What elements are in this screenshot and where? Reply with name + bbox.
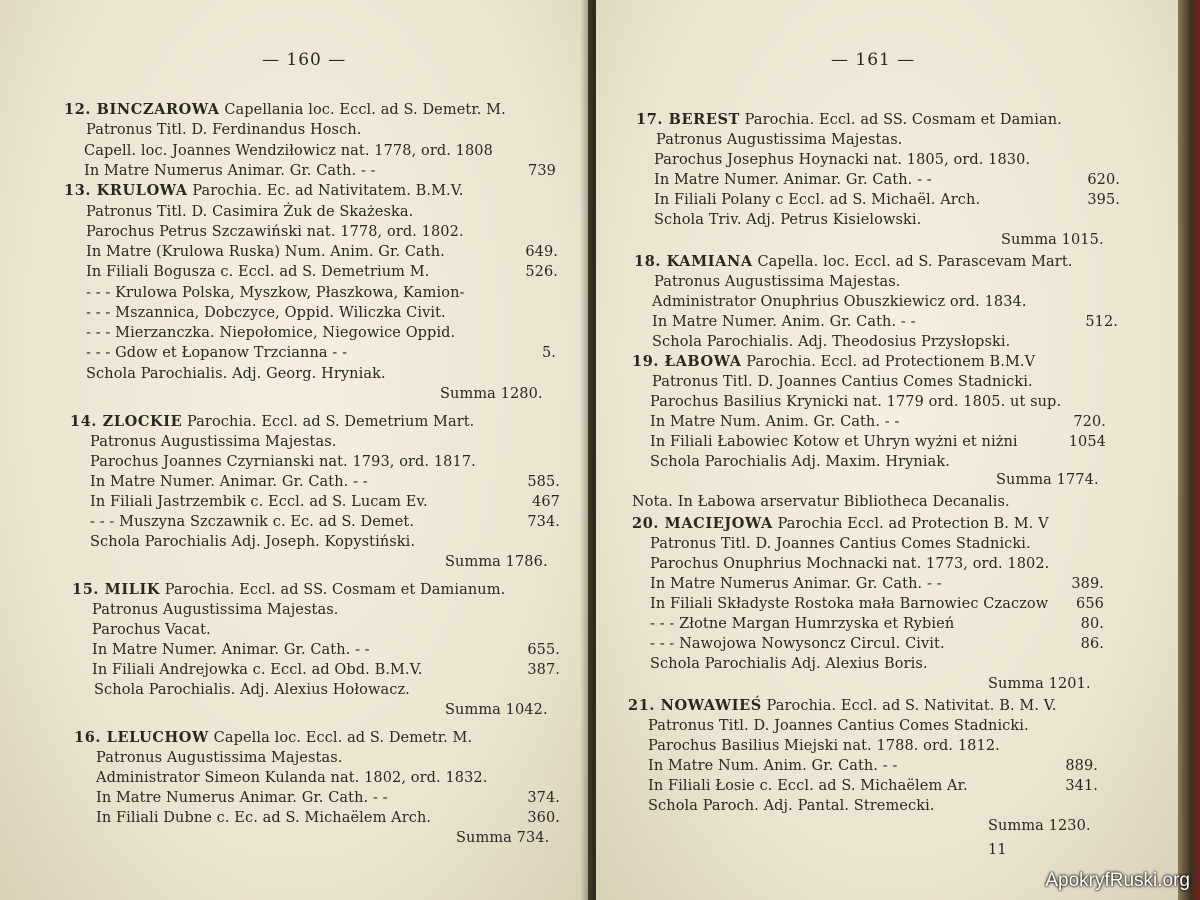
entry-heading: 21. NOWAWIEŚ Parochia. Eccl. ad S. Nativitat. B. M. V.	[628, 697, 1057, 714]
entry-line: Schola Parochialis Adj. Joseph. Kopystiński.	[90, 534, 416, 550]
entry-line: Schola Parochialis. Adj. Alexius Hołowacz.	[94, 682, 410, 698]
count-value: 86.	[1080, 636, 1104, 652]
entry-line: In Matre Numer. Animar. Gr. Cath. - - 655.	[92, 642, 560, 658]
entry-line: - - - Krulowa Polska, Myszkow, Płaszkowa, Kamion-	[86, 285, 465, 301]
summa-line: Summa 1201.	[988, 676, 1091, 692]
book-edge	[1178, 0, 1200, 900]
entry-line: Schola Parochialis. Adj. Georg. Hryniak.	[86, 366, 386, 382]
entry-heading: 16. LELUCHOW Capella loc. Eccl. ad S. Demetr. M.	[74, 729, 473, 746]
count-value: 655.	[527, 642, 560, 658]
entry-line: Schola Parochialis. Adj. Theodosius Przysłopski.	[652, 334, 1011, 350]
count-value: 360.	[527, 810, 560, 826]
entry-line: Patronus Titl. D. Casimira Żuk de Skażeska.	[86, 204, 414, 220]
summa-line: Summa 1015.	[1001, 232, 1104, 248]
count-value: 720.	[1073, 414, 1106, 430]
entry-heading: 19. ŁABOWA Parochia. Eccl. ad Protectionem B.M.V	[632, 353, 1036, 370]
entry-line: Schola Parochialis Adj. Maxim. Hryniak.	[650, 454, 950, 470]
entry-line: Administrator Simeon Kulanda nat. 1802, ord. 1832.	[96, 770, 488, 786]
entry-line: Patronus Augustissima Majestas.	[96, 750, 343, 766]
count-value: 656	[1076, 596, 1104, 612]
entry-line: Parochus Basilius Krynicki nat. 1779 ord. 1805. ut sup.	[650, 394, 1062, 410]
entry-heading: 14. ZLOCKIE Parochia. Eccl. ad S. Demetrium Mart.	[70, 413, 475, 430]
summa-line: Summa 1042.	[445, 702, 548, 718]
summa-value: 1786.	[505, 554, 548, 570]
count-value: 739	[528, 163, 556, 179]
entry-line: Patronus Augustissima Majestas.	[92, 602, 339, 618]
summa-line: Summa 1230.	[988, 818, 1091, 834]
entry-line: In Matre Numer. Animar. Gr. Cath. - - 620.	[654, 172, 1120, 188]
entry-line: Parochus Onuphrius Mochnacki nat. 1773, ord. 1802.	[650, 556, 1050, 572]
entry-heading: 13. KRULOWA Parochia. Ec. ad Nativitatem. B.M.V.	[64, 182, 464, 199]
count-value: 395.	[1087, 192, 1120, 208]
entry-line: In Matre Num. Anim. Gr. Cath. - - 720.	[650, 414, 1106, 430]
entry-line: Parochus Vacat.	[92, 622, 211, 638]
left-page	[0, 0, 588, 900]
signature-mark: 11	[988, 842, 1007, 858]
count-value: 341.	[1065, 778, 1098, 794]
entry-line: In Matre Numer. Anim. Gr. Cath. - - 512.	[652, 314, 1118, 330]
entry-line: Administrator Onuphrius Obuszkiewicz ord. 1834.	[652, 294, 1027, 310]
entry-line: Schola Parochialis Adj. Alexius Boris.	[650, 656, 928, 672]
page-number: — 161 —	[831, 50, 916, 70]
entry-line: Parochus Josephus Hoynacki nat. 1805, ord. 1830.	[654, 152, 1031, 168]
entry-line: - - - Gdow et Łopanow Trzcianna - - 5.	[86, 345, 556, 361]
entry-line: In Matre Numerus Animar. Gr. Cath. - - 389.	[650, 576, 1104, 592]
entry-line: In Filiali Jastrzembik c. Eccl. ad S. Lucam Ev. 467	[90, 494, 560, 510]
count-value: 620.	[1087, 172, 1120, 188]
entry-line: Patronus Titl. D. Joannes Cantius Comes Stadnicki.	[650, 536, 1031, 552]
entry-line: Schola Paroch. Adj. Pantal. Stremecki.	[648, 798, 935, 814]
count-value: 5.	[541, 345, 556, 361]
entry-line: In Filiali Andrejowka c. Eccl. ad Obd. B.M.V. 387.	[92, 662, 560, 678]
count-value: 526.	[525, 264, 558, 280]
entry-line: In Matre Numer. Animar. Gr. Cath. - - 585.	[90, 474, 560, 490]
count-value: 467	[532, 494, 560, 510]
entry-line: Patronus Titl. D. Ferdinandus Hosch.	[86, 122, 362, 138]
page-number: — 160 —	[262, 50, 347, 70]
entry-line: In Matre Numerus Animar. Gr. Cath. - - 374.	[96, 790, 560, 806]
summa-value: 1015.	[1061, 232, 1104, 248]
summa-line: Summa 1786.	[445, 554, 548, 570]
count-value: 374.	[527, 790, 560, 806]
entry-line: Patronus Augustissima Majestas.	[656, 132, 903, 148]
entry-line: In Filiali Bogusza c. Eccl. ad S. Demetrium M. 526.	[86, 264, 558, 280]
entry-heading: 17. BEREST Parochia. Eccl. ad SS. Cosmam et Damian.	[636, 111, 1062, 128]
entry-line: In Matre Num. Anim. Gr. Cath. - - 889.	[648, 758, 1098, 774]
entry-line: In Matre (Krulowa Ruska) Num. Anim. Gr. Cath. 649.	[86, 244, 558, 260]
entry-line: - - - Złotne Margan Humrzyska et Rybień 80.	[650, 616, 1104, 632]
count-value: 734.	[527, 514, 560, 530]
entry-line: In Filiali Łabowiec Kotow et Uhryn wyżni et niżni 1054	[650, 434, 1106, 450]
summa-line: Summa 1774.	[996, 472, 1099, 488]
entry-line: In Filiali Dubne c. Ec. ad S. Michaëlem Arch. 360.	[96, 810, 560, 826]
summa-line: Summa 734.	[456, 830, 550, 846]
entry-line: - - - Nawojowa Nowysoncz Circul. Civit. 86.	[650, 636, 1104, 652]
entry-line: Parochus Joannes Czyrnianski nat. 1793, ord. 1817.	[90, 454, 476, 470]
entry-line: In Matre Numerus Animar. Gr. Cath. - - 739	[84, 163, 556, 179]
entry-line: - - - Muszyna Szczawnik c. Ec. ad S. Demet. 734.	[90, 514, 560, 530]
entry-line: In Filiali Składyste Rostoka mała Barnowiec Czaczow 656	[650, 596, 1104, 612]
entry-heading: 12. BINCZAROWA Capellania loc. Eccl. ad S. Demetr. M.	[64, 101, 506, 118]
count-value: 80.	[1080, 616, 1104, 632]
entry-line: Parochus Petrus Szczawiński nat. 1778, ord. 1802.	[86, 224, 464, 240]
count-value: 889.	[1065, 758, 1098, 774]
count-value: 387.	[527, 662, 560, 678]
entry-heading: 18. KAMIANA Capella. loc. Eccl. ad S. Parascevam Mart.	[634, 253, 1073, 270]
entry-line: Capell. loc. Joannes Wendziłowicz nat. 1778, ord. 1808	[84, 143, 493, 159]
entry-line: Patronus Augustissima Majestas.	[90, 434, 337, 450]
summa-value: 734.	[516, 830, 550, 846]
entry-line: Patronus Titl. D. Joannes Cantius Comes Stadnicki.	[648, 718, 1029, 734]
summa-value: 1201.	[1048, 676, 1091, 692]
summa-value: 1774.	[1056, 472, 1099, 488]
entry-line: - - - Mszannica, Dobczyce, Oppid. Wiliczka Civit.	[86, 305, 446, 321]
entry-line: In Filiali Polany c Eccl. ad S. Michaël. Arch. 395.	[654, 192, 1120, 208]
summa-value: 1042.	[505, 702, 548, 718]
entry-line: Patronus Titl. D. Joannes Cantius Comes Stadnicki.	[652, 374, 1033, 390]
entry-heading: 15. MILIK Parochia. Eccl. ad SS. Cosmam et Damianum.	[72, 581, 506, 598]
note-line: Nota. In Łabowa arservatur Bibliotheca Decanalis.	[632, 494, 1010, 510]
summa-line: Summa 1280.	[440, 386, 543, 402]
right-page	[596, 0, 1186, 900]
summa-value: 1280.	[500, 386, 543, 402]
count-value: 512.	[1085, 314, 1118, 330]
entry-line: Patronus Augustissima Majestas.	[654, 274, 901, 290]
count-value: 389.	[1071, 576, 1104, 592]
count-value: 1054	[1068, 434, 1106, 450]
entry-line: Parochus Basilius Miejski nat. 1788. ord. 1812.	[648, 738, 1000, 754]
entry-line: - - - Mierzanczka. Niepołomice, Niegowice Oppid.	[86, 325, 456, 341]
count-value: 585.	[527, 474, 560, 490]
entry-heading: 20. MACIEJOWA Parochia Eccl. ad Protection B. M. V	[632, 515, 1049, 532]
entry-line: In Filiali Łosie c. Eccl. ad S. Michaëlem Ar. 341.	[648, 778, 1098, 794]
entry-line: Schola Triv. Adj. Petrus Kisielowski.	[654, 212, 922, 228]
count-value: 649.	[525, 244, 558, 260]
watermark-text: ApokryfRuski.org	[1045, 870, 1190, 891]
summa-value: 1230.	[1048, 818, 1091, 834]
